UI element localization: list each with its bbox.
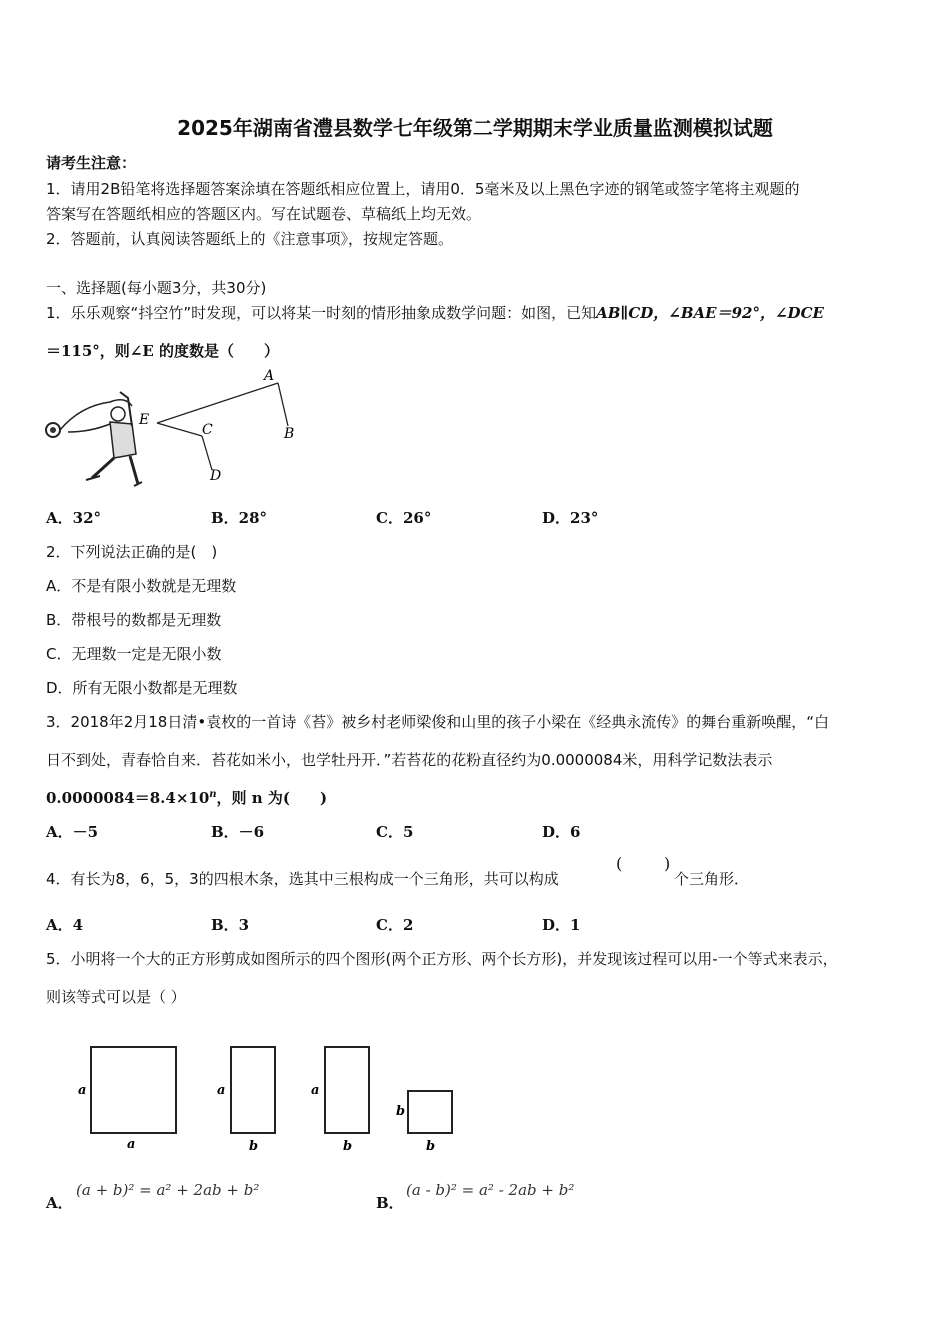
q5-option-a-label[interactable]: A． — [46, 1194, 73, 1212]
notice-line-3: 2．答题前，认真阅读答题纸上的《注意事项》，按规定答题。 — [46, 230, 454, 248]
label-a-3: a — [217, 1083, 226, 1098]
page-title: 2025年湖南省澧县数学七年级第二学期期末学业质量监测模拟试题 — [177, 116, 773, 140]
q3-line-2: 日不到处，青春恰自来．苔花如米小，也学牡丹开．”若苔花的花粉直径约为0.0000084米，用科学记数法表示 — [46, 751, 773, 769]
q3-option-d[interactable]: D．6 — [542, 823, 581, 841]
label-a-1: a — [78, 1083, 87, 1098]
rectangle-2 — [325, 1047, 369, 1133]
q5-option-b-label[interactable]: B． — [376, 1194, 404, 1212]
q4-option-b[interactable]: B．3 — [211, 916, 250, 934]
segment-ab — [278, 383, 288, 426]
q3-question: ，则 n 为( ) — [216, 789, 328, 807]
q1-option-a[interactable]: A．32° — [46, 509, 102, 527]
label-c: C — [202, 422, 213, 438]
q1-figure — [40, 366, 310, 496]
q5-option-b-formula[interactable]: (a - b)² = a² - 2ab + b² — [406, 1181, 575, 1199]
big-square — [91, 1047, 176, 1133]
q4-paren-right: ) — [664, 854, 671, 873]
rectangle-1 — [231, 1047, 275, 1133]
q3-line-1: 3．2018年2月18日清•袁枚的一首诗《苔》被乡村老师梁俊和山里的孩子小梁在《经典永流传》的舞台重新唤醒，“白 — [46, 713, 829, 731]
label-b: B — [284, 426, 295, 442]
q4-option-a[interactable]: A．4 — [46, 916, 84, 934]
label-b-2: b — [343, 1139, 353, 1154]
q3-exponent: n — [209, 789, 217, 800]
q4-paren-left: ( — [616, 854, 623, 873]
label-e: E — [139, 412, 150, 428]
label-b-3: b — [396, 1104, 406, 1119]
label-a-2: a — [127, 1137, 136, 1152]
q1-number: 1． — [46, 304, 71, 322]
kongzhu-player-illustration — [46, 392, 142, 486]
segment-ea — [157, 383, 278, 423]
q1-stem-line-1 — [46, 302, 824, 323]
segment-cd — [202, 436, 212, 470]
q1-text: 乐乐观察“抖空竹”时发现，可以将某一时刻的情形抽象成数学问题：如图，已知 — [70, 304, 597, 322]
q5-figure — [70, 1040, 470, 1158]
q3-expression: 0.0000084＝8.4×10 — [46, 789, 210, 807]
q1-option-b[interactable]: B．28° — [211, 509, 268, 527]
notice-heading: 请考生注意： — [46, 154, 137, 172]
label-a: A — [264, 368, 275, 384]
label-b-1: b — [249, 1139, 259, 1154]
q1-stem-line-2: ＝115°，则∠E 的度数是（ ） — [46, 342, 280, 360]
q4-option-c[interactable]: C．2 — [376, 916, 414, 934]
q1-option-d[interactable]: D．23° — [542, 509, 599, 527]
q2-option-d[interactable]: D．所有无限小数都是无理数 — [46, 679, 238, 697]
segment-ec — [157, 423, 202, 436]
q4-stem-b: 个三角形． — [674, 870, 750, 888]
q3-option-c[interactable]: C．5 — [376, 823, 414, 841]
q5-option-a-formula[interactable]: (a + b)² = a² + 2ab + b² — [76, 1181, 260, 1199]
q2-stem: 2．下列说法正确的是( ) — [46, 543, 218, 561]
section-heading: 一、选择题(每小题3分，共30分) — [46, 279, 267, 297]
q1-option-c[interactable]: C．26° — [376, 509, 432, 527]
label-a-4: a — [311, 1083, 320, 1098]
notice-line-2: 答案写在答题纸相应的答题区内。写在试题卷、草稿纸上均无效。 — [46, 205, 482, 223]
q3-option-b[interactable]: B．－6 — [211, 823, 265, 841]
q1-math: AB∥CD，∠BAE＝92°，∠DCE — [596, 304, 824, 322]
q3-line-3 — [46, 787, 327, 808]
q4-stem-a: 4．有长为8，6，5，3的四根木条，选其中三根构成一个三角形，共可以构成 — [46, 870, 559, 888]
q2-option-a[interactable]: A．不是有限小数就是无理数 — [46, 577, 237, 595]
q2-option-c[interactable]: C．无理数一定是无限小数 — [46, 645, 222, 663]
q2-option-b[interactable]: B．带根号的数都是无理数 — [46, 611, 222, 629]
q5-line-1: 5．小明将一个大的正方形剪成如图所示的四个图形(两个正方形、两个长方形)，并发现该过程可以用-一个等式来表示， — [46, 950, 838, 968]
label-b-4: b — [426, 1139, 436, 1154]
label-d: D — [210, 468, 222, 484]
notice-line-1: 1．请用2B铅笔将选择题答案涂填在答题纸相应位置上，请用0．5毫米及以上黑色字迹的钢笔或签字笔将主观题的 — [46, 180, 800, 198]
q4-option-d[interactable]: D．1 — [542, 916, 581, 934]
q3-option-a[interactable]: A．－5 — [46, 823, 99, 841]
q5-line-2: 则该等式可以是（ ） — [46, 988, 186, 1006]
small-square — [408, 1091, 452, 1133]
